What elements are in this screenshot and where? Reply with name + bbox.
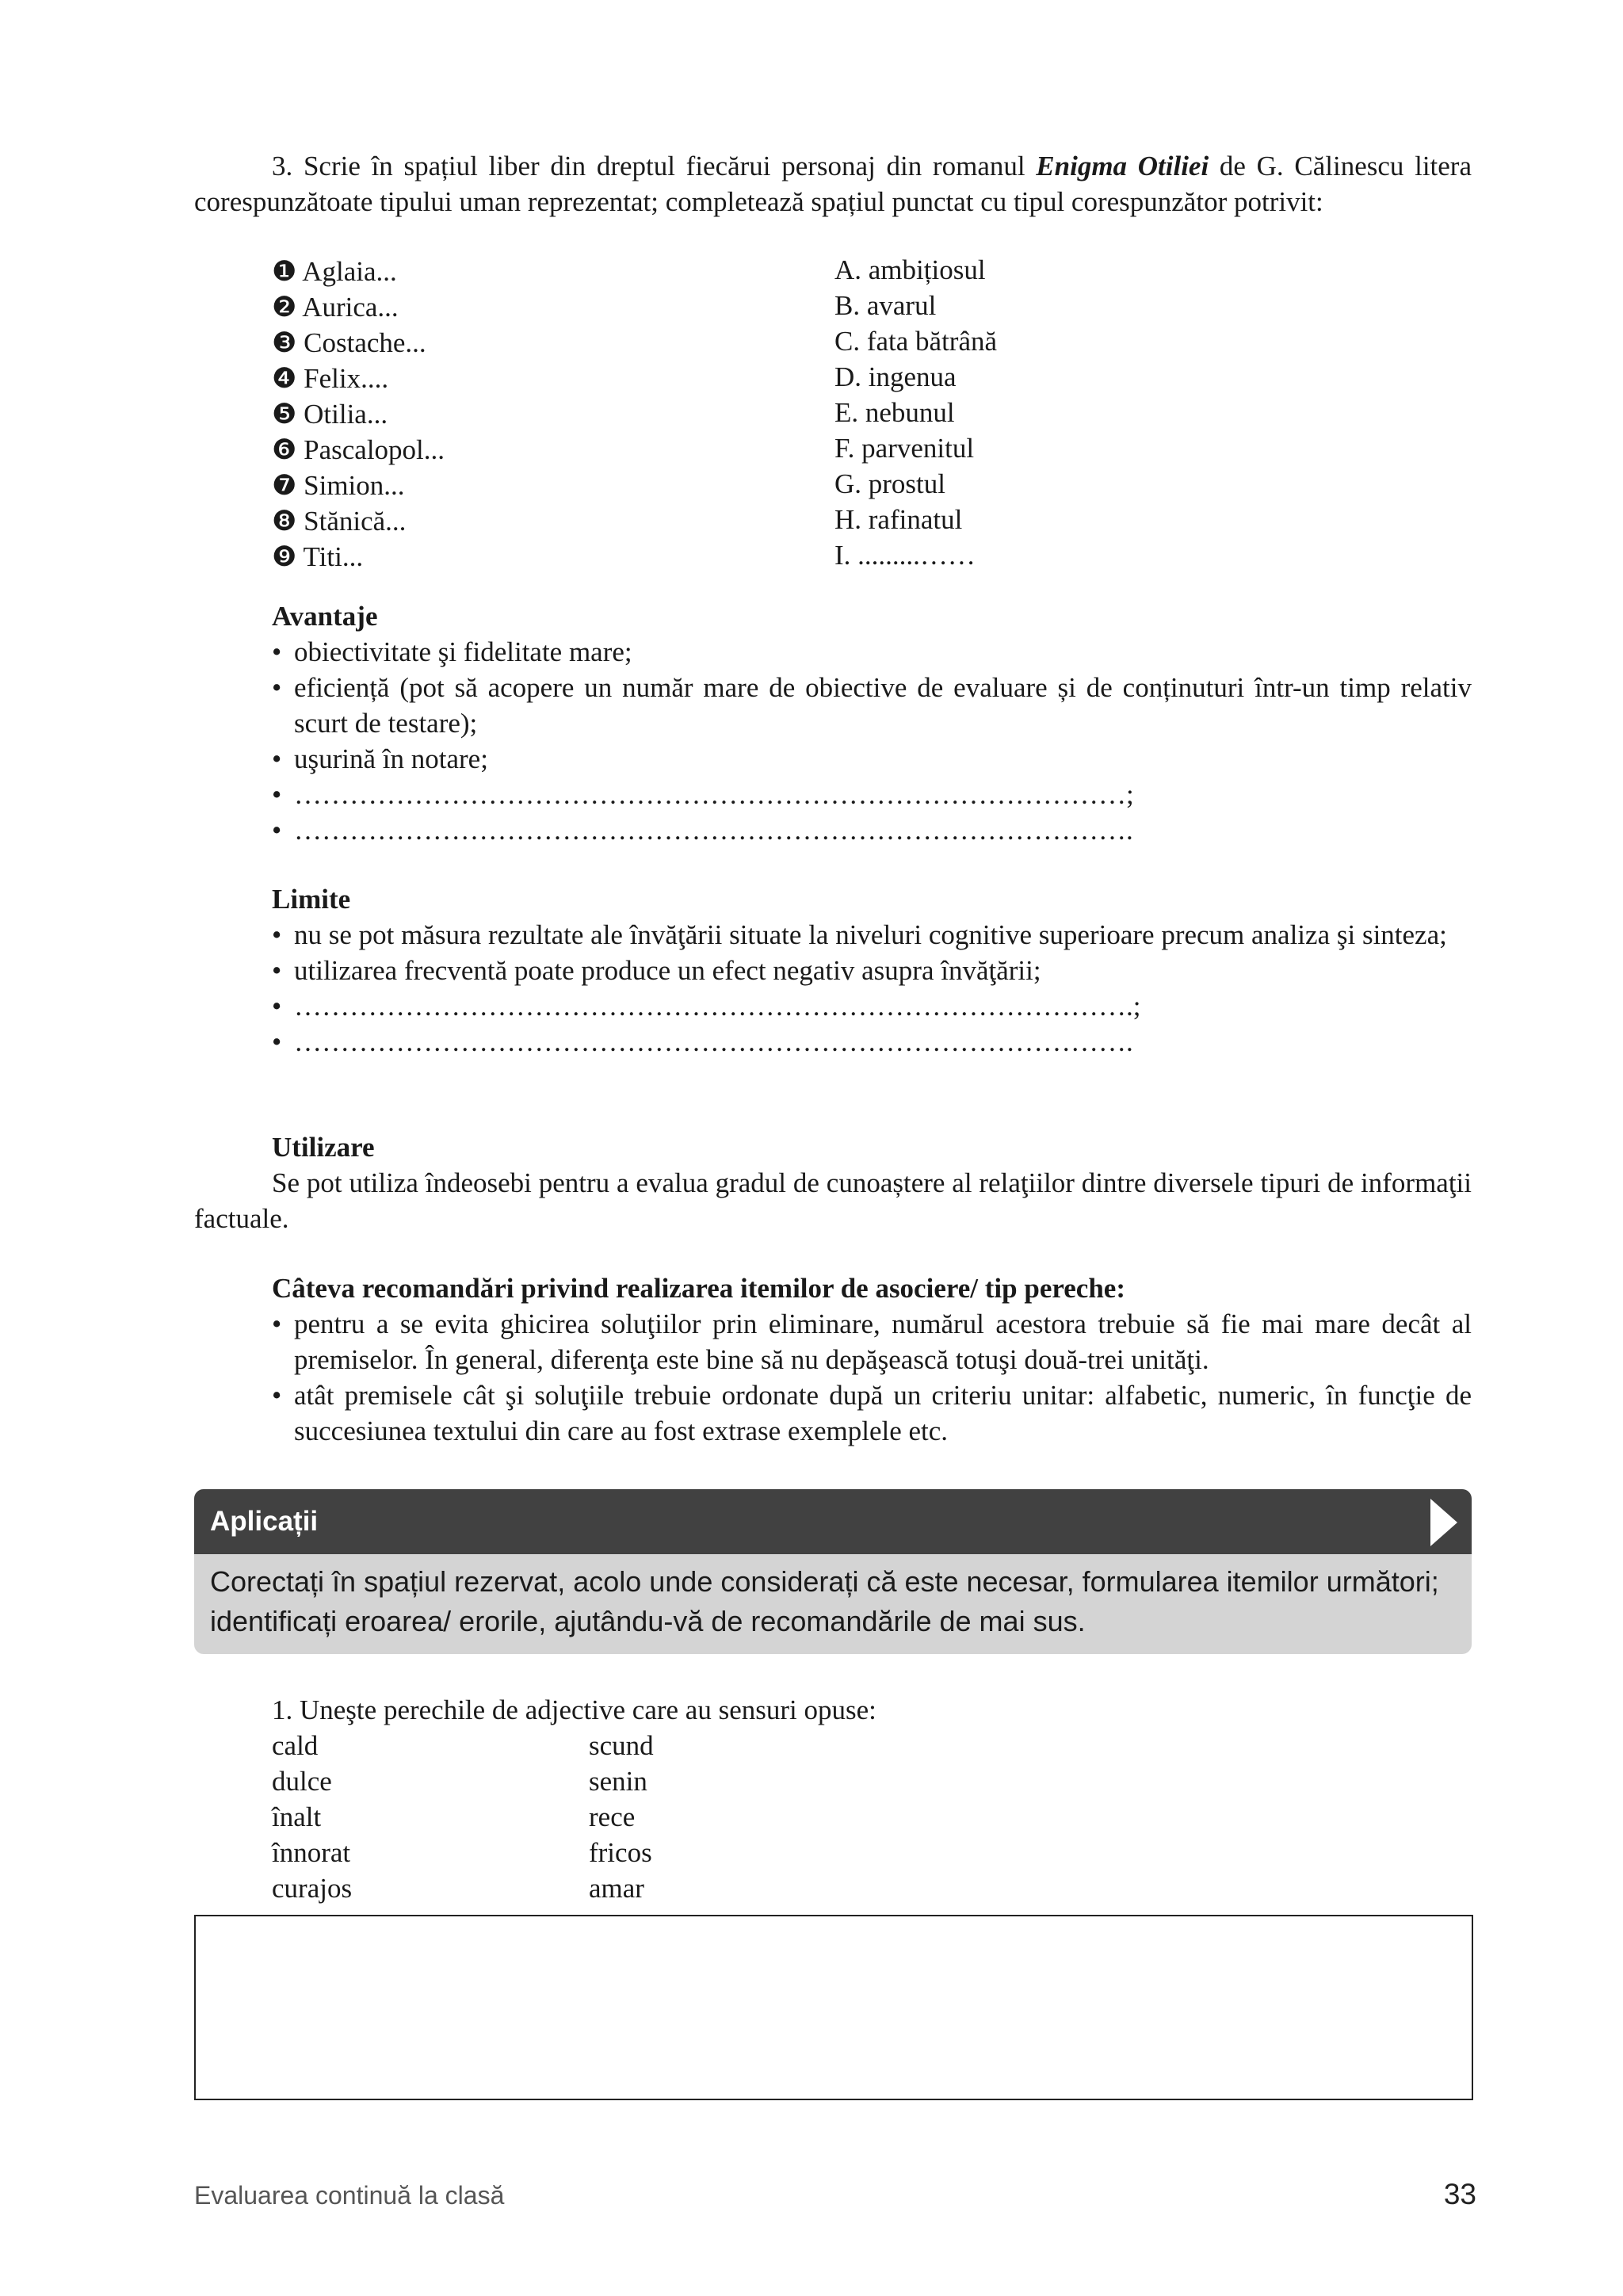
character-item: ❼ Simion...: [272, 470, 405, 501]
type-item: B. avarul: [834, 290, 937, 321]
list-item: • obiectivitate şi fidelitate mare;: [272, 636, 632, 667]
list-item: • uşurină în notare;: [272, 743, 488, 774]
adjective-item: fricos: [589, 1837, 652, 1868]
types-list: [834, 252, 997, 573]
aplicatii-panel: [194, 1489, 1472, 1654]
character-item: ❾ Titi...: [272, 541, 364, 572]
intro-text-after: de G. Călinescu litera corespunzătoate tipului uman reprezentat; completează spațiul punctat cu tipul corespunzător potrivit:: [194, 151, 1472, 217]
list-item: • ……………………………………………………………………………….: [272, 815, 1133, 846]
adjective-item: scund: [589, 1730, 654, 1761]
limite-list: [272, 917, 1472, 1060]
type-item: D. ingenua: [834, 361, 957, 392]
avantaje-list: [272, 634, 1472, 848]
type-item: F. parvenitul: [834, 433, 975, 464]
characters-list: [272, 254, 445, 575]
adjective-item: dulce: [272, 1766, 332, 1797]
adjective-item: înnorat: [272, 1837, 351, 1868]
adjectives-left: [272, 1728, 352, 1906]
utilizare-heading: Utilizare: [272, 1132, 375, 1163]
character-item: ❷ Aurica...: [272, 292, 399, 323]
exercise-number: 3.: [272, 151, 293, 181]
list-item: • utilizarea frecventă poate produce un efect negativ asupra învăţării;: [272, 955, 1041, 986]
type-item: I. .........……: [834, 540, 976, 571]
avantaje-heading: Avantaje: [272, 601, 378, 632]
utilizare-text: Se pot utiliza îndeosebi pentru a evalua gradul de cunoaștere al relaţiilor dintre diversele tipuri de informaţii factuale.: [194, 1167, 1472, 1234]
answer-box[interactable]: [194, 1915, 1473, 2100]
novel-title: Enigma Otiliei: [1036, 151, 1209, 181]
list-item: • pentru a se evita ghicirea soluţiilor prin eliminare, numărul acestora trebuie să fie mai mare decât al premiselor. În general, diferenţa este bine să nu depăşească totuşi două-trei unităţi.: [272, 1308, 1472, 1375]
recomandari-heading: Câteva recomandări privind realizarea itemilor de asociere/ tip pereche:: [272, 1273, 1125, 1304]
list-item: • ………………………………………………………………………………;: [272, 779, 1134, 810]
intro-text-before: Scrie în spațiul liber din dreptul fiecărui personaj din romanul: [292, 151, 1037, 181]
type-item: H. rafinatul: [834, 504, 963, 535]
limite-heading: Limite: [272, 884, 351, 915]
character-item: ❽ Stănică...: [272, 506, 407, 537]
aplicatii-title: Aplicații: [210, 1506, 319, 1537]
list-item: • atât premisele cât şi soluţiile trebuie ordonate după un criteriu unitar: alfabetic, numeric, în funcţie de succesiunea textului din care au fost extrase exemplele etc.: [272, 1380, 1472, 1446]
page-number: 33: [1443, 2178, 1476, 2210]
character-item: ❸ Costache...: [272, 327, 426, 358]
exercise-3-intro: [194, 148, 1472, 220]
list-item: • ……………………………………………………………………………….: [272, 1026, 1133, 1057]
list-item: • nu se pot măsura rezultate ale învăţării situate la niveluri cognitive superioare precum analiza şi sinteza;: [272, 919, 1447, 950]
adjective-item: amar: [589, 1873, 644, 1904]
aplicatii-header: [194, 1489, 1472, 1554]
type-item: G. prostul: [834, 468, 945, 499]
recomandari-list: [272, 1306, 1472, 1449]
adjective-item: rece: [589, 1801, 636, 1832]
list-item: • ……………………………………………………………………………….;: [272, 991, 1141, 1022]
adjective-item: cald: [272, 1730, 319, 1761]
character-item: ❶ Aglaia...: [272, 256, 397, 287]
adjective-item: senin: [589, 1766, 647, 1797]
adjective-item: înalt: [272, 1801, 322, 1832]
exercise-1-prompt: 1. Uneşte perechile de adjective care au sensuri opuse:: [272, 1694, 876, 1725]
aplicatii-instruction: Corectați în spațiul rezervat, acolo unde considerați că este necesar, formularea itemilor următori; identificați eroarea/ erorile, ajutându-vă de recomandările de mai sus.: [210, 1565, 1439, 1637]
character-item: ❹ Felix....: [272, 363, 389, 394]
arrow-right-icon: [1430, 1499, 1457, 1546]
type-item: C. fata bătrână: [834, 326, 998, 357]
type-item: A. ambițiosul: [834, 254, 986, 285]
adjective-item: curajos: [272, 1873, 353, 1904]
list-item: • eficiență (pot să acopere un număr mare de obiective de evaluare și de conținuturi într-un timp relativ scurt de testare);: [272, 672, 1472, 739]
adjectives-right: [589, 1728, 654, 1906]
character-item: ❺ Otilia...: [272, 399, 388, 430]
footer-title: Evaluarea continuă la clasă: [194, 2181, 505, 2210]
type-item: E. nebunul: [834, 397, 955, 428]
character-item: ❻ Pascalopol...: [272, 434, 445, 465]
